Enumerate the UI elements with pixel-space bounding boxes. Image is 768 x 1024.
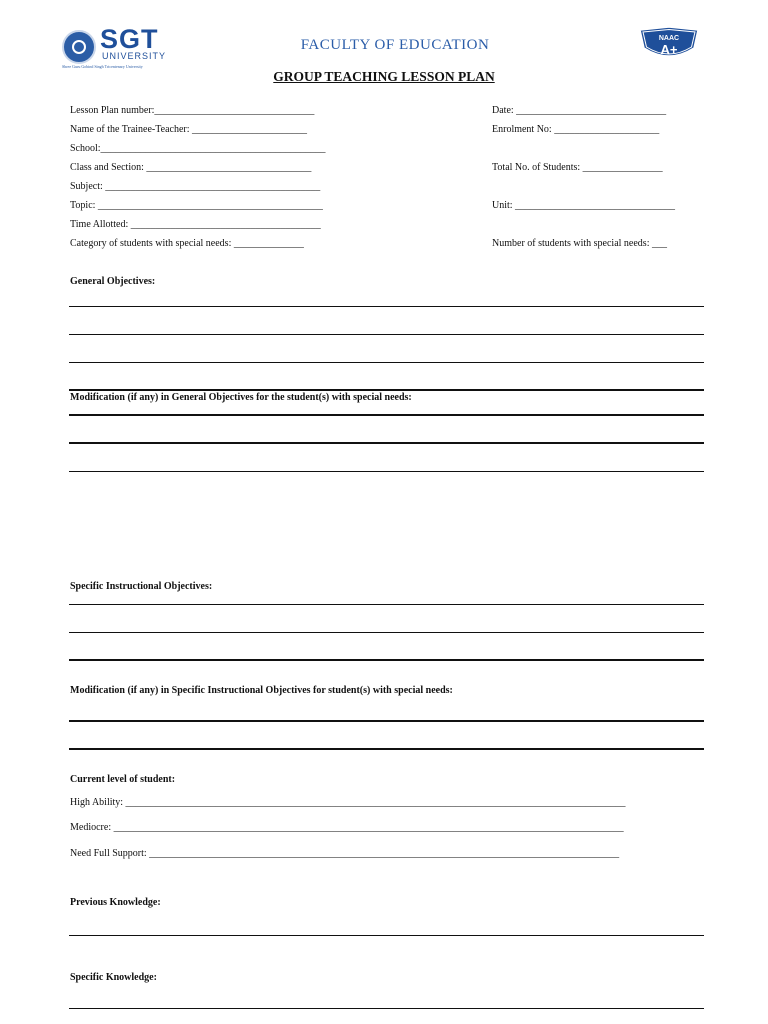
current-level-heading: Current level of student:: [70, 774, 176, 785]
previous-knowledge-heading: Previous Knowledge:: [70, 897, 161, 908]
faculty-heading: FACULTY OF EDUCATION: [300, 37, 490, 53]
specific-objectives-line[interactable]: [69, 659, 704, 661]
general-objectives-line[interactable]: [69, 306, 704, 307]
previous-knowledge-line[interactable]: [69, 935, 704, 936]
university-seal-icon: [62, 30, 96, 64]
need-full-support-field[interactable]: Need Full Support: ______________________________________________________________________________________________: [70, 848, 620, 859]
specific-knowledge-line[interactable]: [69, 1008, 704, 1009]
naac-badge-grade: A+: [660, 42, 678, 57]
school-field[interactable]: School:_____________________________________________: [70, 143, 326, 154]
general-objectives-heading: General Objectives:: [70, 276, 156, 287]
topic-field[interactable]: Topic: _____________________________________________: [70, 200, 323, 211]
enrolment-no-field[interactable]: Enrolment No: _____________________: [492, 124, 660, 135]
naac-badge-label: NAAC: [658, 35, 680, 42]
page-title: [0, 69, 768, 85]
specific-knowledge-heading: Specific Knowledge:: [70, 972, 157, 983]
naac-badge-icon: [638, 26, 700, 62]
special-needs-count-field[interactable]: Number of students with special needs: ___: [492, 238, 667, 249]
time-allotted-field[interactable]: Time Allotted: ______________________________________: [70, 219, 321, 230]
subject-field[interactable]: Subject: ___________________________________________: [70, 181, 321, 192]
specific-objectives-heading: Specific Instructional Objectives:: [70, 581, 213, 592]
trainee-teacher-name-field[interactable]: Name of the Trainee-Teacher: _______________________: [70, 124, 308, 135]
section-divider: [69, 389, 704, 391]
total-students-field[interactable]: Total No. of Students: ________________: [492, 162, 663, 173]
modification-specific-line[interactable]: [69, 748, 704, 750]
sgt-university-logo: [62, 24, 178, 69]
specific-objectives-line[interactable]: [69, 604, 704, 605]
modification-specific-line[interactable]: [69, 720, 704, 722]
modification-general-line[interactable]: [69, 471, 704, 472]
high-ability-field[interactable]: High Ability: ____________________________________________________________________________________________________: [70, 797, 626, 808]
mediocre-field[interactable]: Mediocre: ______________________________________________________________________________________________________: [70, 822, 624, 833]
modification-general-line[interactable]: [69, 414, 704, 416]
specific-objectives-line[interactable]: [69, 632, 704, 633]
special-needs-category-field[interactable]: Category of students with special needs: ______________: [70, 238, 304, 249]
logo-name: SGT: [100, 24, 159, 54]
logo-subtitle: UNIVERSITY: [102, 51, 167, 61]
general-objectives-line[interactable]: [69, 334, 704, 335]
modification-general-line[interactable]: [69, 442, 704, 444]
modification-general-heading: Modification (if any) in General Objectives for the student(s) with special needs:: [70, 392, 412, 403]
general-objectives-line[interactable]: [69, 362, 704, 363]
page-title-text: GROUP TEACHING LESSON PLAN: [273, 69, 495, 84]
unit-field[interactable]: Unit: ________________________________: [492, 200, 676, 211]
class-section-field[interactable]: Class and Section: _________________________________: [70, 162, 312, 173]
date-field[interactable]: Date: ______________________________: [492, 105, 667, 116]
logo-tagline: Shree Guru Gobind Singh Tricentenary University: [62, 64, 143, 69]
modification-specific-heading: Modification (if any) in Specific Instructional Objectives for student(s) with special needs:: [70, 685, 453, 696]
lesson-plan-number-field[interactable]: Lesson Plan number:________________________________: [70, 105, 315, 116]
